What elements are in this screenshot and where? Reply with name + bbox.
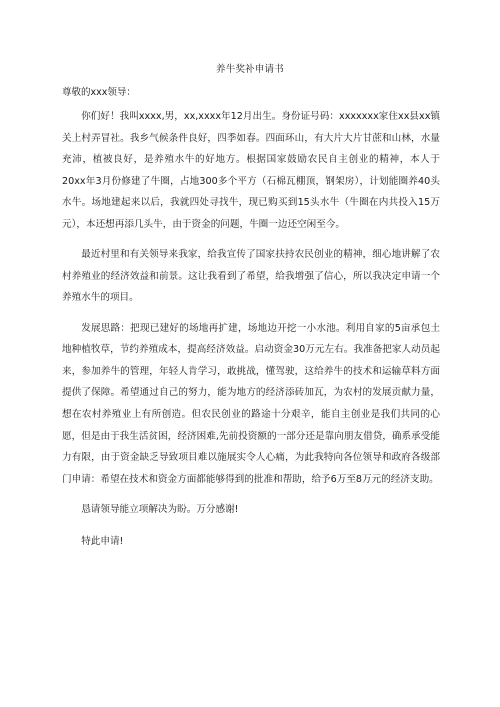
document-title: 养牛奖补申请书 xyxy=(216,64,284,75)
paragraph-development-plan: 发展思路：把现已建好的场地再扩建，场地边开挖一小水池。利用自家的5亩承包土地种植牧草，节约养殖成本，提高经济效益。启动资金30万元左右。我准备把家人动员起来，参加养牛的管理，年轻人肯学习，敢挑战，懂驾驶，这给养牛的技术和运输草料方面提供了保障。希望通过自己的努力，能为地方的经济添砖加瓦，为农村的发展贡献力量，想在农村养殖业上有所创造。但农民创业的路途十分艰辛，能自主创业是我们共同的心愿，但是由于我生活贫困，经济困难,先前投资额的一部分还是靠向朋友借贷，确系承受能力有限，由于资金缺乏导致项目难以施展实令人心痛，为此我特向各位领导和政府各级部门申请：希望在技术和资金方面都能够得到的批准和帮助，给予6万至8万元的经济支助。 xyxy=(62,322,440,485)
paragraph-introduction: 你们好！我叫xxxx,男，xx,xxxx年12月出生。身份证号码：xxxxxxx家住xx县xx镇关上村弄冒社。我乡气候条件良好，四季如春。四面环山，有大片大片甘蔗和山林，水量充沛，植被良好，是养殖水牛的好地方。根据国家鼓励农民自主创业的精神，本人于20xx年3月份修建了牛圈，占地300多个平方（石棉瓦棚顶，钢架房），计划能圈养40头水牛。场地建起来以后，我就四处寻找牛，现已购买到15头水牛（牛圈在内共投入15万元），本还想再添几头牛，由于资金的问题，牛圈一边还空闲至今。 xyxy=(62,111,440,230)
paragraph-closing: 特此申请! xyxy=(81,536,124,548)
document-body xyxy=(62,106,440,562)
paragraph-request: 恳请领导能立项解决为盼。万分感谢! xyxy=(81,503,239,515)
paragraph-motivation: 最近村里和有关领导来我家，给我宣传了国家扶持农民创业的精神，细心地讲解了农村养殖业的经济效益和前景。这让我看到了希望，给我增强了信心，所以我决定申请一个养殖水牛的项目。 xyxy=(62,249,440,304)
salutation: 尊敬的xxx领导： xyxy=(62,87,136,98)
